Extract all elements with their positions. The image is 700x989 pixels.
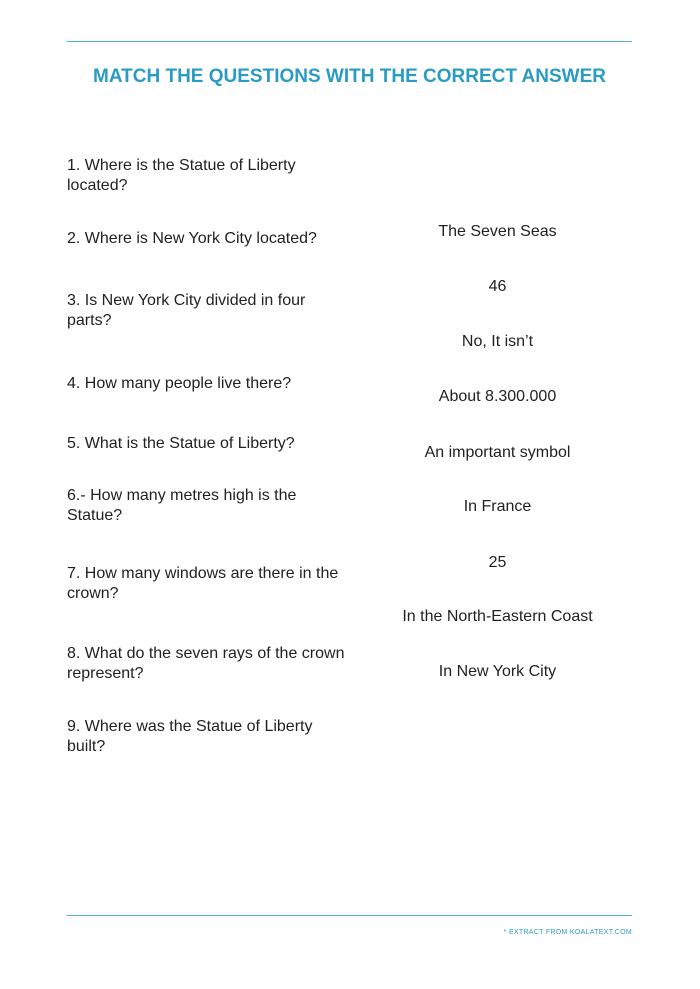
question-7: 7. How many windows are there in the crown? <box>67 565 339 602</box>
answer-2: 46 <box>488 278 507 295</box>
question-2: 2. Where is New York City located? <box>67 230 317 247</box>
source-footer: * EXTRACT FROM KOALATEXT.COM <box>503 929 632 936</box>
question-4: 4. How many people live there? <box>67 375 292 392</box>
question-6: 6.- How many metres high is the Statue? <box>67 487 297 524</box>
answer-7: 25 <box>488 554 507 571</box>
answer-3: No, It isn’t <box>461 333 534 350</box>
top-divider <box>67 41 632 42</box>
worksheet-title: MATCH THE QUESTIONS WITH THE CORRECT ANSWER <box>93 66 606 87</box>
question-9: 9. Where was the Statue of Liberty built? <box>67 718 313 755</box>
answer-1: The Seven Seas <box>438 223 557 240</box>
answer-6: In France <box>463 498 532 515</box>
answer-4: About 8.300.000 <box>438 388 557 405</box>
answer-8: In the North-Eastern Coast <box>402 608 593 625</box>
question-8: 8. What do the seven rays of the crown represent? <box>67 645 345 682</box>
answer-5: An important symbol <box>424 444 571 461</box>
answer-9: In New York City <box>438 663 557 680</box>
question-3: 3. Is New York City divided in four parts? <box>67 292 306 329</box>
question-5: 5. What is the Statue of Liberty? <box>67 435 295 452</box>
bottom-divider <box>67 915 632 916</box>
question-1: 1. Where is the Statue of Liberty located? <box>67 157 296 194</box>
